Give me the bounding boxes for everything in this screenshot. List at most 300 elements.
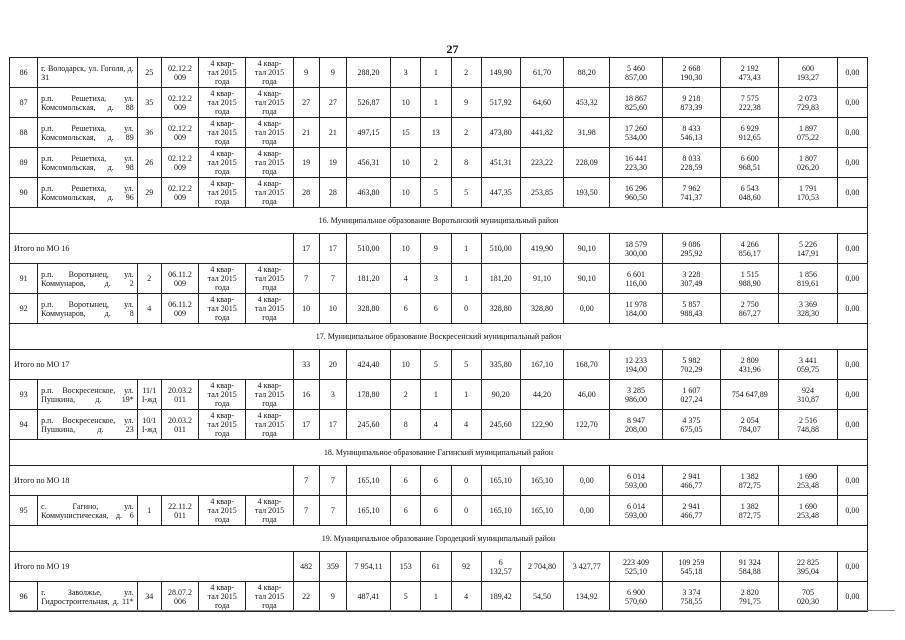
area-municipal-cell: 168,70 xyxy=(564,350,610,380)
table-row xyxy=(10,88,868,118)
area-resettled-cell: 447,35 xyxy=(481,178,520,208)
cost-extra-cell: 0,00 xyxy=(837,264,867,294)
cost-extra-cell: 0,00 xyxy=(837,552,867,582)
table-row xyxy=(10,148,868,178)
area-municipal-cell: 0,00 xyxy=(564,496,610,526)
cost-regional-cell: 2 750 867,27 xyxy=(721,294,779,324)
area-municipal-cell: 193,50 xyxy=(564,178,610,208)
cost-total-cell: 12 233 194,00 xyxy=(610,350,662,380)
subtotal-row xyxy=(10,234,868,264)
area-total-cell: 497,15 xyxy=(346,118,390,148)
table-row xyxy=(10,496,868,526)
area-municipal-cell: 228,09 xyxy=(564,148,610,178)
row-number-cell: 94 xyxy=(10,410,38,440)
section-heading-row xyxy=(10,440,868,466)
apartments-total-cell: 10 xyxy=(391,350,421,380)
area-total-cell: 245,60 xyxy=(346,410,390,440)
subtotal-label: Итого по МО 19 xyxy=(10,552,294,582)
cost-total-cell: 6 900 570,60 xyxy=(610,582,662,612)
area-resettled-cell: 451,31 xyxy=(481,148,520,178)
doc-date-cell: 28.07.2 006 xyxy=(161,582,198,612)
apartments-owned-cell: 1 xyxy=(421,58,451,88)
cost-local-cell: 1 807 026,20 xyxy=(779,148,837,178)
doc-number-cell: 2 xyxy=(137,264,161,294)
apartments-total-cell: 5 xyxy=(391,582,421,612)
cost-total-cell: 8 947 208,00 xyxy=(610,410,662,440)
area-total-cell: 424,40 xyxy=(346,350,390,380)
row-number-cell: 96 xyxy=(10,582,38,612)
area-resettled-cell: 189,42 xyxy=(481,582,520,612)
cost-fund-cell: 8 033 228,59 xyxy=(662,148,720,178)
area-total-cell: 165,10 xyxy=(346,496,390,526)
residents-total-cell: 17 xyxy=(293,234,319,264)
planned-date-cell: 4 квар- тал 2015 года xyxy=(199,294,246,324)
area-municipal-cell: 453,32 xyxy=(564,88,610,118)
doc-number-cell: 25 xyxy=(137,58,161,88)
planned-date-cell: 4 квар- тал 2015 года xyxy=(199,496,246,526)
residents-resettled-cell: 17 xyxy=(319,410,346,440)
cost-fund-cell: 1 607 027,24 xyxy=(662,380,720,410)
area-total-cell: 328,80 xyxy=(346,294,390,324)
doc-number-cell: 29 xyxy=(137,178,161,208)
row-number-cell: 87 xyxy=(10,88,38,118)
apartments-total-cell: 15 xyxy=(391,118,421,148)
doc-date-cell: 06.11.2 009 xyxy=(161,294,198,324)
cost-fund-cell: 5 982 702,29 xyxy=(662,350,720,380)
area-owned-cell: 441,82 xyxy=(520,118,563,148)
residents-total-cell: 7 xyxy=(293,496,319,526)
cost-extra-cell: 0,00 xyxy=(837,380,867,410)
area-municipal-cell: 88,20 xyxy=(564,58,610,88)
cost-total-cell: 6 014 593,00 xyxy=(610,466,662,496)
table-row xyxy=(10,264,868,294)
area-resettled-cell: 328,80 xyxy=(481,294,520,324)
cost-extra-cell: 0,00 xyxy=(837,88,867,118)
apartments-owned-cell: 1 xyxy=(421,88,451,118)
doc-number-cell: 36 xyxy=(137,118,161,148)
residents-total-cell: 28 xyxy=(293,178,319,208)
address-cell: р.п. Воскресенское, ул. Пушкина, д. 23 xyxy=(38,410,138,440)
actual-date-cell: 4 квар- тал 2015 года xyxy=(246,496,293,526)
section-heading-row xyxy=(10,208,868,234)
address-cell: р.п. Воротынец, ул. Коммунаров, д. 8 xyxy=(38,294,138,324)
actual-date-cell: 4 квар- тал 2015 года xyxy=(246,58,293,88)
cost-total-cell: 11 978 184,00 xyxy=(610,294,662,324)
residents-total-cell: 482 xyxy=(293,552,319,582)
doc-date-cell: 20.03.2 011 xyxy=(161,410,198,440)
address-cell: р.п. Решетиха, ул. Комсомольская, д. 98 xyxy=(38,148,138,178)
section-heading: 17. Муниципальное образование Воскресенский муниципальный район xyxy=(10,324,868,350)
cost-regional-cell: 1 382 872,75 xyxy=(721,466,779,496)
cost-local-cell: 1 690 253,48 xyxy=(779,466,837,496)
subtotal-label: Итого по МО 17 xyxy=(10,350,294,380)
address-cell: р.п. Решетиха, ул. Комсомольская, д. 89 xyxy=(38,118,138,148)
doc-date-cell: 22.11.2 011 xyxy=(161,496,198,526)
cost-extra-cell: 0,00 xyxy=(837,178,867,208)
address-cell: р.п. Воротынец, ул. Коммунаров, д. 2 xyxy=(38,264,138,294)
area-owned-cell: 253,85 xyxy=(520,178,563,208)
cost-extra-cell: 0,00 xyxy=(837,234,867,264)
cost-total-cell: 18 579 300,00 xyxy=(610,234,662,264)
cost-fund-cell: 3 374 758,55 xyxy=(662,582,720,612)
apartments-owned-cell: 13 xyxy=(421,118,451,148)
residents-total-cell: 10 xyxy=(293,294,319,324)
page-bottom-rule xyxy=(9,610,895,611)
apartments-owned-cell: 1 xyxy=(421,380,451,410)
cost-extra-cell: 0,00 xyxy=(837,118,867,148)
cost-local-cell: 924 310,87 xyxy=(779,380,837,410)
apartments-municipal-cell: 5 xyxy=(451,178,481,208)
area-resettled-cell: 510,00 xyxy=(481,234,520,264)
section-heading: 16. Муниципальное образование Воротынский муниципальный район xyxy=(10,208,868,234)
area-resettled-cell: 335,80 xyxy=(481,350,520,380)
cost-fund-cell: 9 218 873,39 xyxy=(662,88,720,118)
area-total-cell: 510,00 xyxy=(346,234,390,264)
area-owned-cell: 165,10 xyxy=(520,466,563,496)
planned-date-cell: 4 квар- тал 2015 года xyxy=(199,148,246,178)
doc-date-cell: 20.03.2 011 xyxy=(161,380,198,410)
apartments-total-cell: 2 xyxy=(391,380,421,410)
apartments-total-cell: 10 xyxy=(391,234,421,264)
apartments-municipal-cell: 1 xyxy=(451,234,481,264)
doc-date-cell: 06.11.2 009 xyxy=(161,264,198,294)
apartments-municipal-cell: 1 xyxy=(451,380,481,410)
table-row xyxy=(10,58,868,88)
apartments-municipal-cell: 0 xyxy=(451,294,481,324)
area-resettled-cell: 473,80 xyxy=(481,118,520,148)
cost-fund-cell: 7 962 741,37 xyxy=(662,178,720,208)
section-heading: 19. Муниципальное образование Городецкий муниципальный район xyxy=(10,526,868,552)
residents-resettled-cell: 7 xyxy=(319,264,346,294)
cost-extra-cell: 0,00 xyxy=(837,582,867,612)
area-owned-cell: 122,90 xyxy=(520,410,563,440)
doc-number-cell: 34 xyxy=(137,582,161,612)
cost-fund-cell: 109 259 545,18 xyxy=(662,552,720,582)
address-cell: г. Заволжье, ул. Гидростроительная, д. 11* xyxy=(38,582,138,612)
actual-date-cell: 4 квар- тал 2015 года xyxy=(246,582,293,612)
doc-number-cell: 10/1 I-жд xyxy=(137,410,161,440)
cost-regional-cell: 6 600 968,51 xyxy=(721,148,779,178)
cost-regional-cell: 1 515 988,90 xyxy=(721,264,779,294)
doc-date-cell: 02.12.2 009 xyxy=(161,178,198,208)
housing-register-table xyxy=(9,57,868,612)
cost-local-cell: 1 791 170,53 xyxy=(779,178,837,208)
apartments-total-cell: 4 xyxy=(391,264,421,294)
planned-date-cell: 4 квар- тал 2015 года xyxy=(199,410,246,440)
planned-date-cell: 4 квар- тал 2015 года xyxy=(199,582,246,612)
planned-date-cell: 4 квар- тал 2015 года xyxy=(199,178,246,208)
address-cell: р.п. Решетиха, ул. Комсомольская, д. 96 xyxy=(38,178,138,208)
address-cell: р.п. Решетиха, ул. Комсомольская, д. 88 xyxy=(38,88,138,118)
address-cell: г. Володарск, ул. Гоголя, д. 31 xyxy=(38,58,138,88)
apartments-municipal-cell: 92 xyxy=(451,552,481,582)
residents-total-cell: 7 xyxy=(293,264,319,294)
cost-local-cell: 2 516 748,88 xyxy=(779,410,837,440)
cost-local-cell: 1 897 075,22 xyxy=(779,118,837,148)
cost-regional-cell: 2 192 473,43 xyxy=(721,58,779,88)
apartments-municipal-cell: 1 xyxy=(451,264,481,294)
cost-total-cell: 16 296 960,50 xyxy=(610,178,662,208)
subtotal-row xyxy=(10,552,868,582)
doc-number-cell: 11/1 I-жд xyxy=(137,380,161,410)
section-heading-row xyxy=(10,324,868,350)
cost-local-cell: 2 073 729,83 xyxy=(779,88,837,118)
cost-local-cell: 22 825 395,04 xyxy=(779,552,837,582)
apartments-owned-cell: 9 xyxy=(421,234,451,264)
apartments-owned-cell: 2 xyxy=(421,148,451,178)
cost-extra-cell: 0,00 xyxy=(837,496,867,526)
planned-date-cell: 4 квар- тал 2015 года xyxy=(199,264,246,294)
doc-date-cell: 02.12.2 009 xyxy=(161,118,198,148)
residents-resettled-cell: 27 xyxy=(319,88,346,118)
residents-total-cell: 17 xyxy=(293,410,319,440)
cost-extra-cell: 0,00 xyxy=(837,350,867,380)
cost-local-cell: 3 369 328,30 xyxy=(779,294,837,324)
apartments-municipal-cell: 2 xyxy=(451,58,481,88)
apartments-municipal-cell: 4 xyxy=(451,582,481,612)
area-total-cell: 526,87 xyxy=(346,88,390,118)
apartments-municipal-cell: 2 xyxy=(451,118,481,148)
cost-total-cell: 18 867 825,60 xyxy=(610,88,662,118)
apartments-owned-cell: 6 xyxy=(421,496,451,526)
address-cell: р.п. Воскресенское, ул. Пушкина, д. 19* xyxy=(38,380,138,410)
cost-extra-cell: 0,00 xyxy=(837,148,867,178)
cost-local-cell: 5 226 147,91 xyxy=(779,234,837,264)
area-municipal-cell: 3 427,77 xyxy=(564,552,610,582)
row-number-cell: 91 xyxy=(10,264,38,294)
apartments-municipal-cell: 8 xyxy=(451,148,481,178)
apartments-total-cell: 3 xyxy=(391,58,421,88)
subtotal-row xyxy=(10,466,868,496)
residents-total-cell: 9 xyxy=(293,58,319,88)
area-total-cell: 456,31 xyxy=(346,148,390,178)
doc-number-cell: 35 xyxy=(137,88,161,118)
area-total-cell: 178,80 xyxy=(346,380,390,410)
area-owned-cell: 223,22 xyxy=(520,148,563,178)
row-number-cell: 95 xyxy=(10,496,38,526)
area-owned-cell: 328,80 xyxy=(520,294,563,324)
residents-total-cell: 16 xyxy=(293,380,319,410)
section-heading-row xyxy=(10,526,868,552)
apartments-owned-cell: 6 xyxy=(421,466,451,496)
cost-regional-cell: 1 382 872,75 xyxy=(721,496,779,526)
cost-extra-cell: 0,00 xyxy=(837,466,867,496)
cost-regional-cell: 2 054 784,07 xyxy=(721,410,779,440)
area-total-cell: 7 954,11 xyxy=(346,552,390,582)
row-number-cell: 89 xyxy=(10,148,38,178)
area-resettled-cell: 149,90 xyxy=(481,58,520,88)
residents-resettled-cell: 9 xyxy=(319,58,346,88)
apartments-owned-cell: 5 xyxy=(421,350,451,380)
residents-total-cell: 7 xyxy=(293,466,319,496)
residents-resettled-cell: 3 xyxy=(319,380,346,410)
cost-extra-cell: 0,00 xyxy=(837,58,867,88)
table-row xyxy=(10,582,868,612)
apartments-municipal-cell: 0 xyxy=(451,466,481,496)
planned-date-cell: 4 квар- тал 2015 года xyxy=(199,88,246,118)
residents-resettled-cell: 7 xyxy=(319,466,346,496)
apartments-total-cell: 10 xyxy=(391,148,421,178)
cost-fund-cell: 3 228 307,49 xyxy=(662,264,720,294)
actual-date-cell: 4 квар- тал 2015 года xyxy=(246,410,293,440)
actual-date-cell: 4 квар- тал 2015 года xyxy=(246,294,293,324)
residents-resettled-cell: 7 xyxy=(319,496,346,526)
area-resettled-cell: 517,92 xyxy=(481,88,520,118)
area-resettled-cell: 245,60 xyxy=(481,410,520,440)
cost-total-cell: 6 601 116,00 xyxy=(610,264,662,294)
cost-fund-cell: 8 433 546,13 xyxy=(662,118,720,148)
subtotal-row xyxy=(10,350,868,380)
apartments-municipal-cell: 5 xyxy=(451,350,481,380)
residents-total-cell: 19 xyxy=(293,148,319,178)
apartments-total-cell: 8 xyxy=(391,410,421,440)
area-owned-cell: 91,10 xyxy=(520,264,563,294)
cost-fund-cell: 2 941 466,77 xyxy=(662,466,720,496)
doc-date-cell: 02.12.2 009 xyxy=(161,58,198,88)
area-total-cell: 181,20 xyxy=(346,264,390,294)
cost-fund-cell: 2 668 190,30 xyxy=(662,58,720,88)
area-owned-cell: 2 704,80 xyxy=(520,552,563,582)
area-owned-cell: 54,50 xyxy=(520,582,563,612)
residents-resettled-cell: 20 xyxy=(319,350,346,380)
area-municipal-cell: 46,00 xyxy=(564,380,610,410)
table-body xyxy=(10,58,868,612)
area-owned-cell: 165,10 xyxy=(520,496,563,526)
planned-date-cell: 4 квар- тал 2015 года xyxy=(199,380,246,410)
cost-regional-cell: 6 929 912,65 xyxy=(721,118,779,148)
area-municipal-cell: 0,00 xyxy=(564,294,610,324)
apartments-total-cell: 6 xyxy=(391,294,421,324)
area-owned-cell: 419,90 xyxy=(520,234,563,264)
area-resettled-cell: 90,20 xyxy=(481,380,520,410)
apartments-owned-cell: 1 xyxy=(421,582,451,612)
residents-resettled-cell: 28 xyxy=(319,178,346,208)
cost-total-cell: 6 014 593,00 xyxy=(610,496,662,526)
cost-fund-cell: 9 086 295,92 xyxy=(662,234,720,264)
doc-number-cell: 4 xyxy=(137,294,161,324)
cost-total-cell: 5 460 857,00 xyxy=(610,58,662,88)
subtotal-label: Итого по МО 18 xyxy=(10,466,294,496)
residents-resettled-cell: 9 xyxy=(319,582,346,612)
area-municipal-cell: 31,98 xyxy=(564,118,610,148)
cost-local-cell: 3 441 059,75 xyxy=(779,350,837,380)
table-row xyxy=(10,118,868,148)
apartments-owned-cell: 61 xyxy=(421,552,451,582)
area-municipal-cell: 90,10 xyxy=(564,264,610,294)
cost-fund-cell: 2 941 466,77 xyxy=(662,496,720,526)
doc-date-cell: 02.12.2 009 xyxy=(161,148,198,178)
area-resettled-cell: 181,20 xyxy=(481,264,520,294)
cost-total-cell: 223 409 525,10 xyxy=(610,552,662,582)
area-total-cell: 288,20 xyxy=(346,58,390,88)
residents-total-cell: 27 xyxy=(293,88,319,118)
doc-number-cell: 26 xyxy=(137,148,161,178)
apartments-municipal-cell: 4 xyxy=(451,410,481,440)
row-number-cell: 93 xyxy=(10,380,38,410)
apartments-owned-cell: 4 xyxy=(421,410,451,440)
table-row xyxy=(10,178,868,208)
actual-date-cell: 4 квар- тал 2015 года xyxy=(246,118,293,148)
row-number-cell: 88 xyxy=(10,118,38,148)
cost-regional-cell: 2 820 791,75 xyxy=(721,582,779,612)
area-resettled-cell: 6 132,57 xyxy=(481,552,520,582)
residents-total-cell: 21 xyxy=(293,118,319,148)
doc-date-cell: 02.12.2 009 xyxy=(161,88,198,118)
area-total-cell: 463,80 xyxy=(346,178,390,208)
area-owned-cell: 61,70 xyxy=(520,58,563,88)
subtotal-label: Итого по МО 16 xyxy=(10,234,294,264)
apartments-total-cell: 6 xyxy=(391,466,421,496)
cost-regional-cell: 4 266 856,17 xyxy=(721,234,779,264)
apartments-total-cell: 10 xyxy=(391,178,421,208)
apartments-total-cell: 153 xyxy=(391,552,421,582)
section-heading: 18. Муниципальное образование Гагинский муниципальный район xyxy=(10,440,868,466)
residents-resettled-cell: 19 xyxy=(319,148,346,178)
planned-date-cell: 4 квар- тал 2015 года xyxy=(199,58,246,88)
cost-local-cell: 1 690 253,48 xyxy=(779,496,837,526)
actual-date-cell: 4 квар- тал 2015 года xyxy=(246,178,293,208)
apartments-owned-cell: 6 xyxy=(421,294,451,324)
row-number-cell: 92 xyxy=(10,294,38,324)
row-number-cell: 90 xyxy=(10,178,38,208)
cost-total-cell: 16 441 223,30 xyxy=(610,148,662,178)
cost-regional-cell: 6 543 048,60 xyxy=(721,178,779,208)
cost-regional-cell: 7 575 222,38 xyxy=(721,88,779,118)
row-number-cell: 86 xyxy=(10,58,38,88)
apartments-municipal-cell: 0 xyxy=(451,496,481,526)
area-municipal-cell: 90,10 xyxy=(564,234,610,264)
residents-resettled-cell: 359 xyxy=(319,552,346,582)
apartments-municipal-cell: 9 xyxy=(451,88,481,118)
actual-date-cell: 4 квар- тал 2015 года xyxy=(246,264,293,294)
cost-extra-cell: 0,00 xyxy=(837,410,867,440)
cost-total-cell: 3 285 986,00 xyxy=(610,380,662,410)
cost-local-cell: 705 020,30 xyxy=(779,582,837,612)
residents-resettled-cell: 17 xyxy=(319,234,346,264)
area-owned-cell: 44,20 xyxy=(520,380,563,410)
residents-resettled-cell: 10 xyxy=(319,294,346,324)
area-total-cell: 165,10 xyxy=(346,466,390,496)
apartments-owned-cell: 5 xyxy=(421,178,451,208)
area-municipal-cell: 122,70 xyxy=(564,410,610,440)
cost-fund-cell: 4 375 675,05 xyxy=(662,410,720,440)
apartments-owned-cell: 3 xyxy=(421,264,451,294)
page-number: 27 xyxy=(446,42,459,56)
cost-regional-cell: 754 647,89 xyxy=(721,380,779,410)
cost-local-cell: 600 193,27 xyxy=(779,58,837,88)
cost-extra-cell: 0,00 xyxy=(837,294,867,324)
area-municipal-cell: 134,92 xyxy=(564,582,610,612)
residents-total-cell: 33 xyxy=(293,350,319,380)
actual-date-cell: 4 квар- тал 2015 года xyxy=(246,380,293,410)
area-total-cell: 487,41 xyxy=(346,582,390,612)
area-owned-cell: 64,60 xyxy=(520,88,563,118)
address-cell: с. Гагино, ул. Коммунистическая, д. 6 xyxy=(38,496,138,526)
planned-date-cell: 4 квар- тал 2015 года xyxy=(199,118,246,148)
table-row xyxy=(10,410,868,440)
cost-regional-cell: 91 324 584,88 xyxy=(721,552,779,582)
residents-total-cell: 22 xyxy=(293,582,319,612)
residents-resettled-cell: 21 xyxy=(319,118,346,148)
area-municipal-cell: 0,00 xyxy=(564,466,610,496)
cost-regional-cell: 2 809 431,96 xyxy=(721,350,779,380)
area-resettled-cell: 165,10 xyxy=(481,496,520,526)
table-row xyxy=(10,380,868,410)
actual-date-cell: 4 квар- тал 2015 года xyxy=(246,148,293,178)
area-resettled-cell: 165,10 xyxy=(481,466,520,496)
doc-number-cell: 1 xyxy=(137,496,161,526)
table-row xyxy=(10,294,868,324)
